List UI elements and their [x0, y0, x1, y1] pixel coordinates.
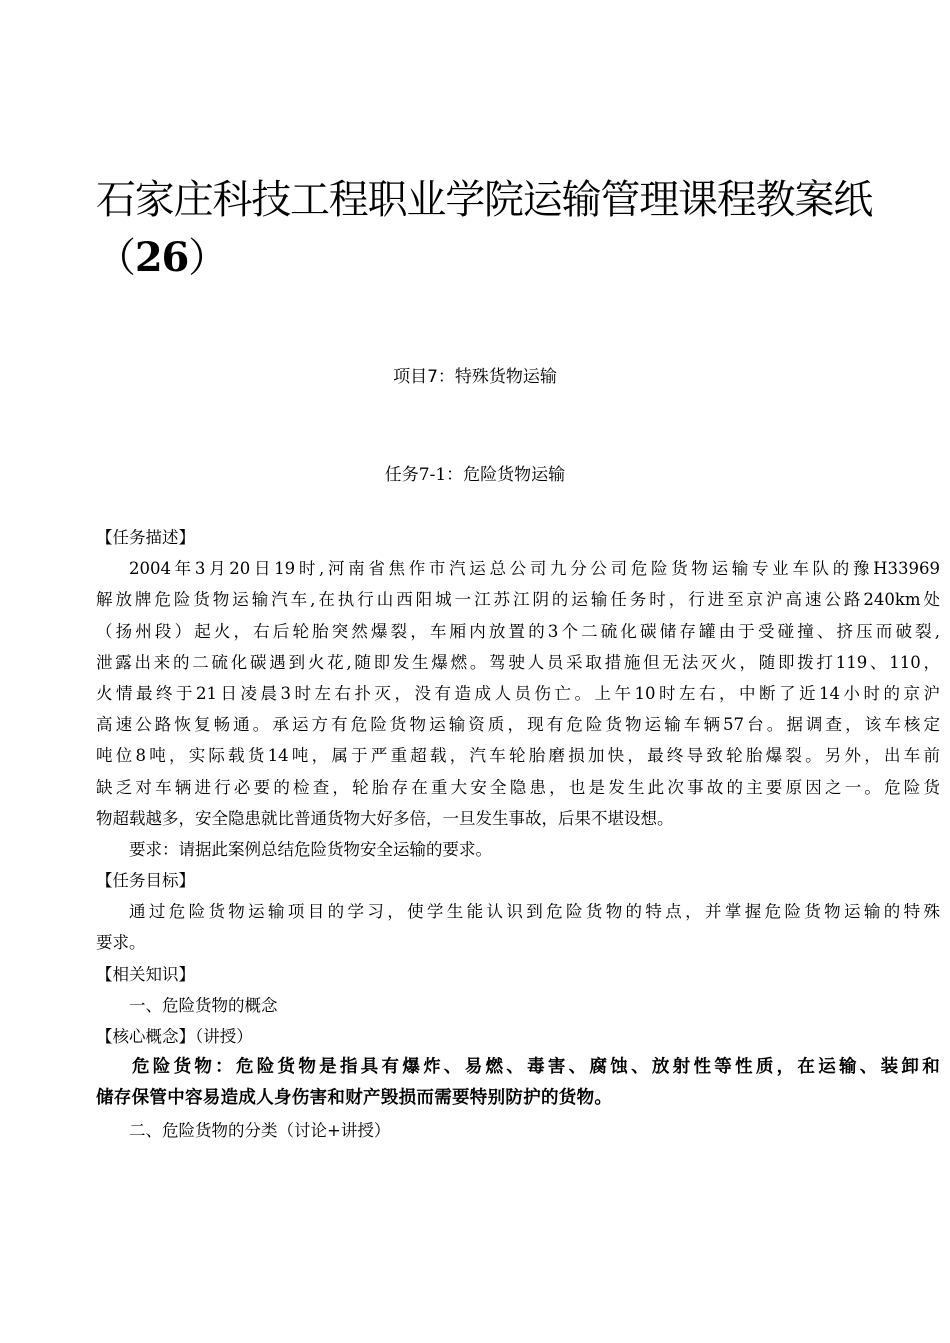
- definition-paragraph: [96, 1052, 940, 1114]
- requirement-text: 要求：请据此案例总结危险货物安全运输的要求。: [129, 839, 492, 859]
- section-heading-knowledge: 【相关知识】: [96, 964, 195, 984]
- description-line: 缺乏对车辆进行必要的检查，轮胎存在重大安全隐患，也是发生此次事故的主要原因之一。危险货: [96, 777, 940, 797]
- description-paragraph: [96, 553, 940, 834]
- knowledge-point-2: 二、危险货物的分类（讨论+讲授）: [129, 1120, 391, 1140]
- section-heading-goal: 【任务目标】: [96, 871, 195, 891]
- description-line: 物超载越多，安全隐患就比普通货物大好多倍，一旦发生事故，后果不堪设想。: [96, 808, 674, 828]
- title-close-paren: ）: [188, 235, 227, 281]
- section-heading-description: 【任务描述】: [96, 528, 195, 547]
- document-title: [96, 172, 926, 287]
- knowledge-point-1: 一、危险货物的概念: [129, 995, 278, 1015]
- title-number: 26: [134, 234, 189, 281]
- core-concept-heading: [96, 1021, 940, 1052]
- goal-paragraph: [96, 896, 940, 958]
- project-heading: 项目7：特殊货物运输: [393, 367, 557, 387]
- goal-line: 通过危险货物运输项目的学习，使学生能认识到危险货物的特点，并掌握危险货物运输的特殊: [129, 902, 940, 922]
- goal-line: 要求。: [96, 933, 146, 953]
- document-body: [96, 522, 940, 1146]
- core-concept-label: 【核心概念】: [96, 1027, 195, 1046]
- description-line: （扬州段）起火，右后轮胎突然爆裂，车厢内放置的3个二硫化碳储存罐由于受碰撞、挤压而破裂,: [96, 621, 940, 641]
- core-concept-note: （讲授）: [195, 1027, 253, 1046]
- title-main: 石家庄科技工程职业学院运输管理课程教案纸: [96, 177, 872, 223]
- definition-line: 储存保管中容易造成人身伤害和财产毁损而需要特别防护的货物。: [96, 1088, 613, 1109]
- description-line: 吨位8吨，实际载货14吨，属于严重超载，汽车轮胎磨损加快，最终导致轮胎爆裂。另外，出车前: [96, 746, 940, 766]
- description-line: 2004年3月20日19时,河南省焦作市汽运总公司九分公司危险货物运输专业车队的豫H33969: [129, 559, 940, 579]
- task-heading: 任务7-1：危险货物运输: [384, 465, 566, 485]
- description-line: 泄露出来的二硫化碳遇到火花,随即发生爆燃。驾驶人员采取措施但无法灭火，随即拨打119、110，: [96, 652, 940, 672]
- title-open-paren: （: [96, 235, 135, 281]
- description-line: 解放牌危险货物运输汽车,在执行山西阳城一江苏江阴的运输任务时，行进至京沪高速公路240km处: [96, 590, 940, 610]
- title-number-line: [96, 229, 926, 287]
- definition-line: 危险货物：危险货物是指具有爆炸、易燃、毒害、腐蚀、放射性等性质，在运输、装卸和: [132, 1057, 940, 1078]
- description-line: 火情最终于21日凌晨3时左右扑灭，没有造成人员伤亡。上午10时左右，中断了近14小时的京沪: [96, 683, 940, 703]
- description-line: 高速公路恢复畅通。承运方有危险货物运输资质，现有危险货物运输车辆57台。据调查，该车核定: [96, 715, 940, 735]
